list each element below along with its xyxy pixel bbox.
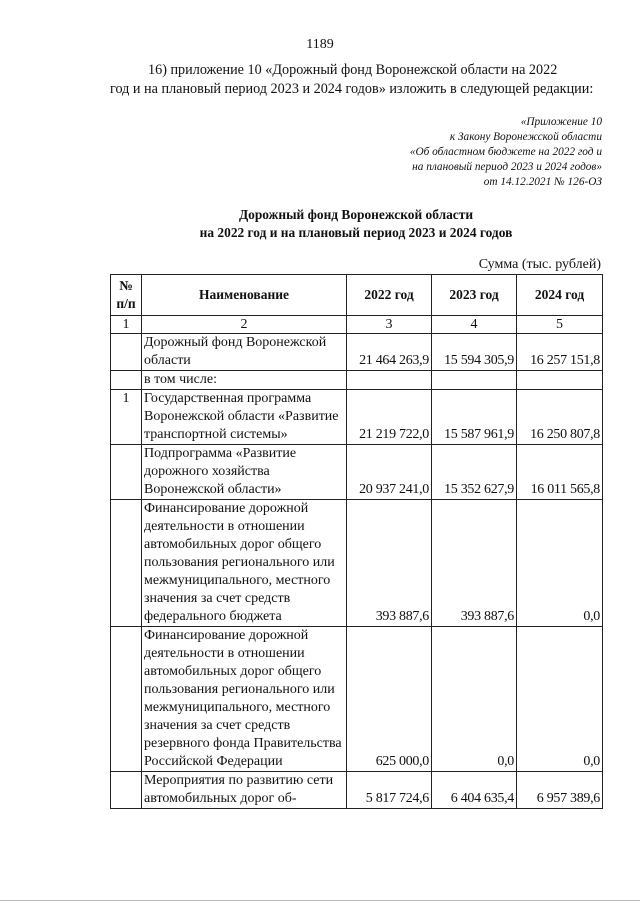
row-value-2024: 0,0 [517,627,603,772]
appendix-line-5: от 14.12.2021 № 126-ОЗ [483,176,602,188]
row-name: в том числе: [142,371,347,390]
row-value-2023: 0,0 [432,627,517,772]
title-line-1: Дорожный фонд Воронежской области [238,207,474,222]
row-value-2022: 393 887,6 [347,500,432,627]
intro-paragraph [110,61,602,98]
road-fund-table [110,274,603,809]
row-value-2024: 6 957 389,6 [517,772,603,809]
page-number: 1189 [306,37,334,52]
units-label: Сумма (тыс. рублей) [478,257,601,272]
row-name: Дорожный фонд Воронежской области [142,334,347,371]
appendix-line-1: «Приложение 10 [520,116,602,128]
row-value-2022: 625 000,0 [347,627,432,772]
table-row [111,772,603,809]
appendix-line-2: к Закону Воронежской области [449,131,602,143]
row-value-2022: 21 464 263,9 [347,334,432,371]
table-row [111,390,603,445]
header-name: Наименование [142,275,347,316]
row-value-2024: 16 257 151,8 [517,334,603,371]
row-value-2023: 6 404 635,4 [432,772,517,809]
row-name: Государственная программа Воронежской области «Развитие транспортной системы» [142,390,347,445]
intro-continuation: год и на плановый период 2023 и 2024 годов» изложить в следующей редакции: [110,80,594,97]
appendix-line-3: «Об областном бюджете на 2022 год и [409,146,602,158]
row-value-2023: 393 887,6 [432,500,517,627]
header-2023: 2023 год [432,275,517,316]
header-num: № п/п [111,275,142,316]
row-value-2022: 5 817 724,6 [347,772,432,809]
column-index: 4 [432,316,517,334]
table-row [111,334,603,371]
header-2022: 2022 год [347,275,432,316]
column-index-row [111,316,603,334]
column-index: 2 [142,316,347,334]
row-name: Финансирование дорожной деятельности в отношении автомобильных дорог общего пользования регионального или межмуниципального, местного значения за счет средств резервного фонда Правительства Российской Федерации [142,627,347,772]
row-value-2022: 20 937 241,0 [347,445,432,500]
row-num [111,371,142,390]
row-value-2024 [517,371,603,390]
row-value-2023: 15 352 627,9 [432,445,517,500]
document-title [110,206,602,242]
row-name: Подпрограмма «Развитие дорожного хозяйства Воронежской области» [142,445,347,500]
column-index: 5 [517,316,603,334]
header-2024: 2024 год [517,275,603,316]
table-row [111,627,603,772]
appendix-line-4: на плановый период 2023 и 2024 годов» [412,161,602,173]
table-row [111,371,603,390]
row-num [111,445,142,500]
row-value-2023: 15 594 305,9 [432,334,517,371]
row-value-2022: 21 219 722,0 [347,390,432,445]
table-row [111,500,603,627]
column-index: 1 [111,316,142,334]
appendix-reference [410,115,602,190]
row-value-2023 [432,371,517,390]
row-num [111,334,142,371]
row-num: 1 [111,390,142,445]
row-value-2023: 15 587 961,9 [432,390,517,445]
row-value-2024: 16 250 807,8 [517,390,603,445]
row-value-2024: 16 011 565,8 [517,445,603,500]
table-row [111,445,603,500]
row-value-2024: 0,0 [517,500,603,627]
column-index: 3 [347,316,432,334]
row-num [111,500,142,627]
page-bottom-rule [0,900,640,901]
row-num [111,772,142,809]
row-name: Финансирование дорожной деятельности в отношении автомобильных дорог общего пользования регионального или межмуниципального, местного значения за счет средств федерального бюджета [142,500,347,627]
row-value-2022 [347,371,432,390]
row-num [111,627,142,772]
table-header-row [111,275,603,316]
row-name: Мероприятия по развитию сети автомобильных дорог об- [142,772,347,809]
title-line-2: на 2022 год и на плановый период 2023 и 2024 годов [199,225,513,240]
intro-first-line: 16) приложение 10 «Дорожный фонд Воронежской области на 2022 [148,62,558,78]
